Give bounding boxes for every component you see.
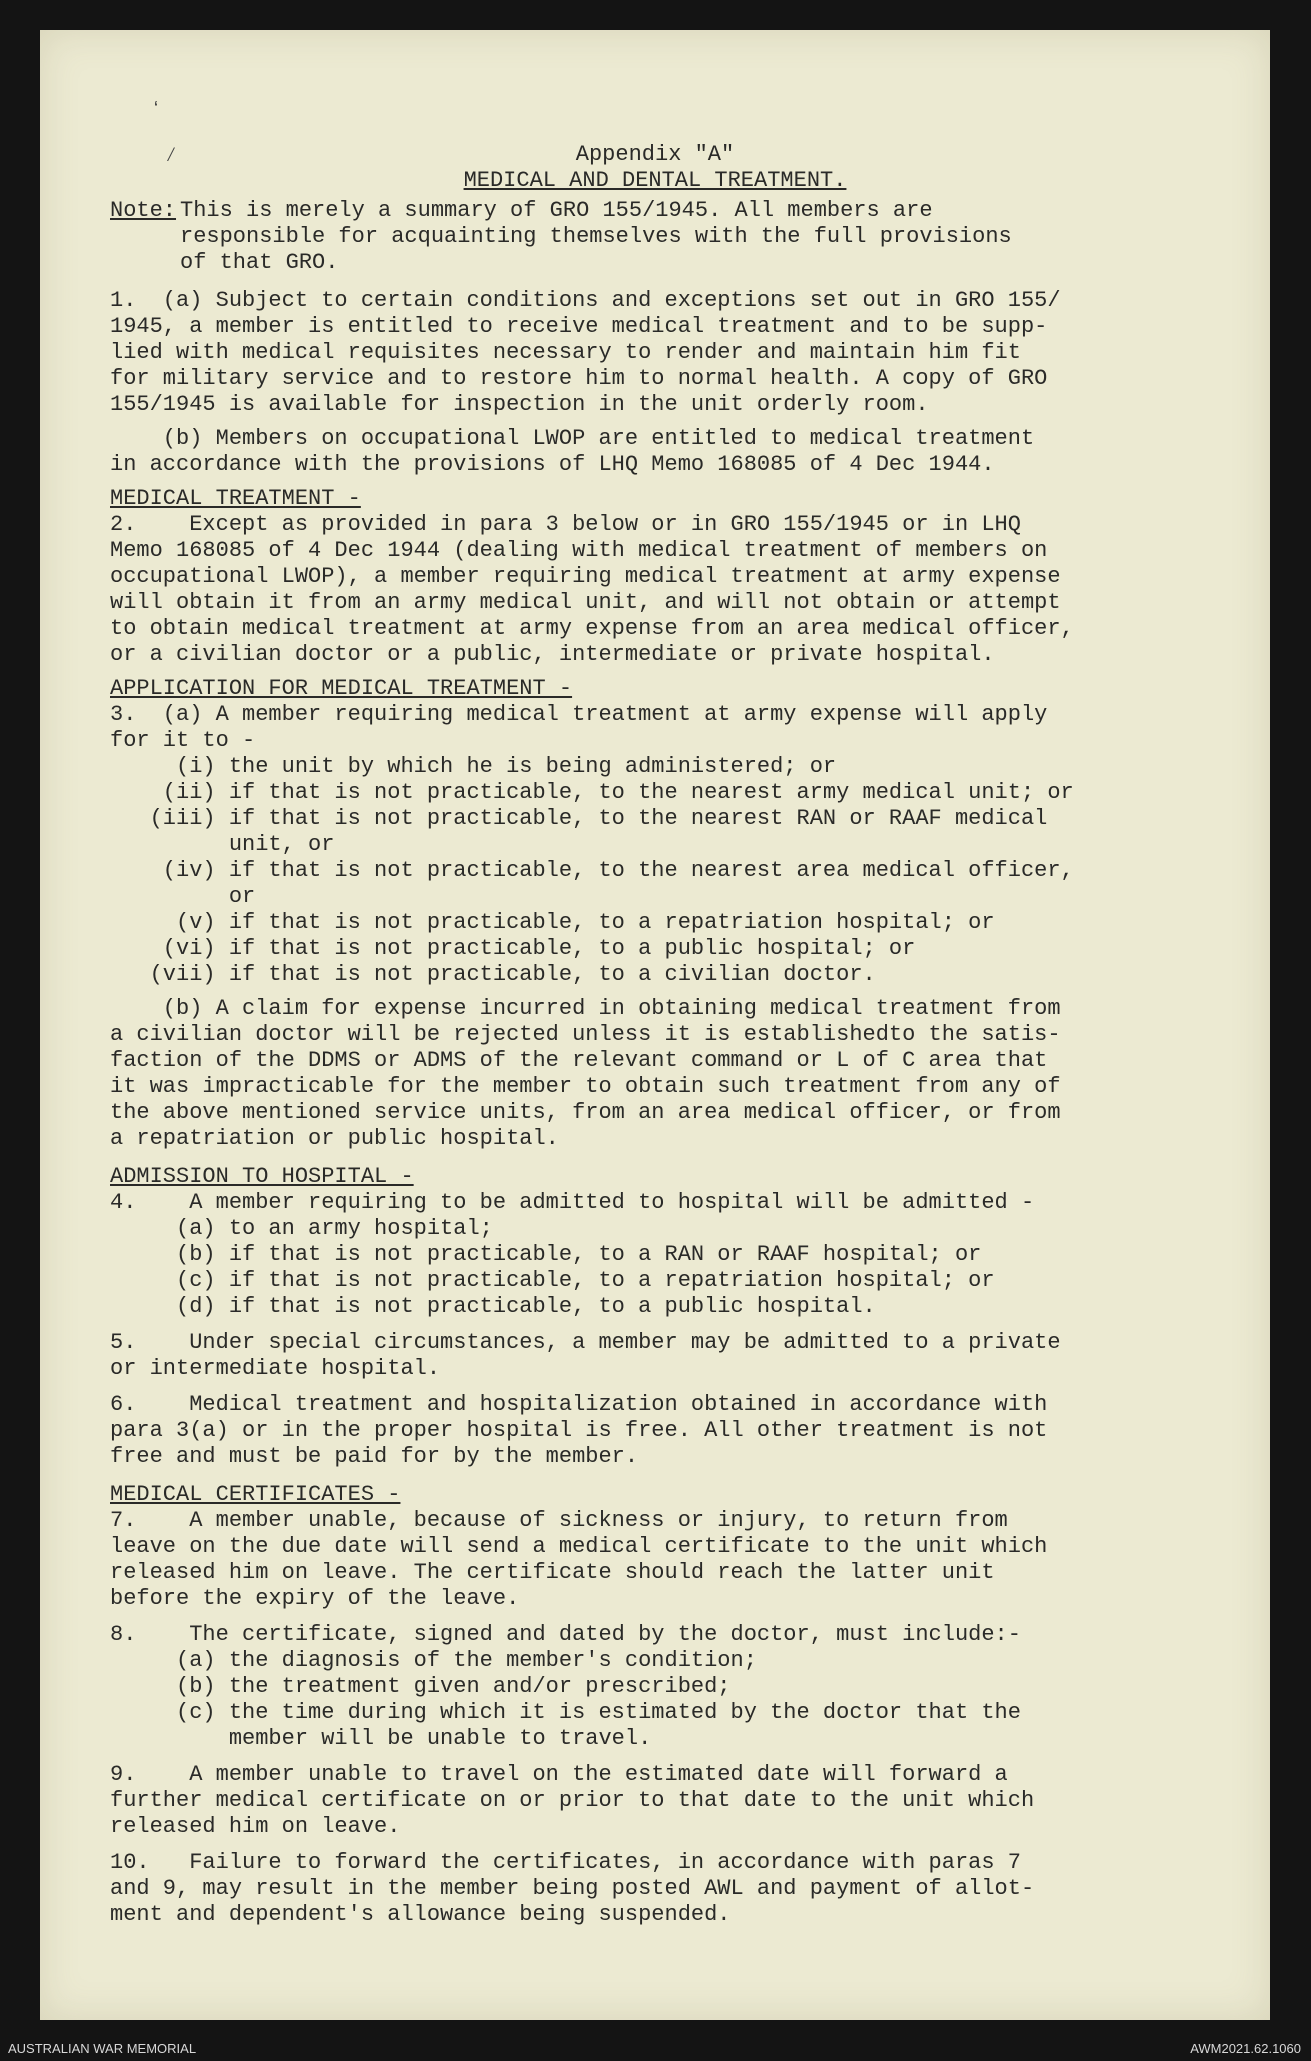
note-line: responsible for acquainting themselves with the full provisions (180, 224, 1012, 249)
archive-name: AUSTRALIAN WAR MEMORIAL (8, 2041, 197, 2056)
para-4-line: (a) to an army hospital; (110, 1216, 493, 1241)
para-10-line: 10. Failure to forward the certificates, in accordance with paras 7 (110, 1850, 1021, 1875)
para-7-line: leave on the due date will send a medical certificate to the unit which (110, 1534, 1048, 1559)
para-3-item: (v) if that is not practicable, to a repatriation hospital; or (110, 910, 995, 935)
para-9-line: 9. A member unable to travel on the estimated date will forward a (110, 1762, 1008, 1787)
para-1a-line: 1. (a) Subject to certain conditions and exceptions set out in GRO 155/ (110, 288, 1061, 313)
archive-footer (0, 2035, 1311, 2061)
para-10-line: ment and dependent's allowance being suspended. (110, 1902, 731, 1927)
document-page (40, 30, 1270, 2020)
para-8-line: (a) the diagnosis of the member's condition; (110, 1648, 757, 1673)
section-heading-medical-treatment: MEDICAL TREATMENT - (110, 486, 361, 511)
section-heading-application: APPLICATION FOR MEDICAL TREATMENT - (110, 676, 573, 701)
para-3b-line: a repatriation or public hospital. (110, 1126, 559, 1151)
para-3-item: (i) the unit by which he is being administered; or (110, 754, 837, 779)
para-1b-line: (b) Members on occupational LWOP are entitled to medical treatment (110, 426, 1035, 451)
para-9-line: released him on leave. (110, 1814, 401, 1839)
para-3-item: unit, or (110, 832, 335, 857)
para-3b-line: faction of the DDMS or ADMS of the relevant command or L of C area that (110, 1048, 1048, 1073)
archive-reference: AWM2021.62.1060 (1190, 2041, 1301, 2056)
para-3b-line: a civilian doctor will be rejected unless it is establishedto the satis- (110, 1022, 1061, 1047)
pencil-mark: ʻ (150, 100, 163, 123)
para-8-line: (c) the time during which it is estimated by the doctor that the (110, 1700, 1021, 1725)
para-3-item: (iii) if that is not practicable, to the nearest RAN or RAAF medical (110, 806, 1048, 831)
para-4-line: (b) if that is not practicable, to a RAN or RAAF hospital; or (110, 1242, 982, 1267)
para-4-line: (d) if that is not practicable, to a public hospital. (110, 1294, 876, 1319)
para-3-item: or (110, 884, 256, 909)
para-3a-line: 3. (a) A member requiring medical treatment at army expense will apply (110, 702, 1048, 727)
section-heading-admission: ADMISSION TO HOSPITAL - (110, 1164, 414, 1189)
para-6-line: para 3(a) or in the proper hospital is free. All other treatment is not (110, 1418, 1048, 1443)
para-9-line: further medical certificate on or prior to that date to the unit which (110, 1788, 1035, 1813)
para-1a-line: for military service and to restore him to normal health. A copy of GRO (110, 366, 1048, 391)
para-1a-line: lied with medical requisites necessary to render and maintain him fit (110, 340, 1021, 365)
para-6-line: 6. Medical treatment and hospitalization obtained in accordance with (110, 1392, 1048, 1417)
para-7-line: 7. A member unable, because of sickness or injury, to return from (110, 1508, 1008, 1533)
para-3-item: (vi) if that is not practicable, to a public hospital; or (110, 936, 916, 961)
para-1b-line: in accordance with the provisions of LHQ Memo 168085 of 4 Dec 1944. (110, 452, 995, 477)
para-5-line: 5. Under special circumstances, a member may be admitted to a private (110, 1330, 1061, 1355)
para-4-line: (c) if that is not practicable, to a repatriation hospital; or (110, 1268, 995, 1293)
para-3-item: (iv) if that is not practicable, to the nearest area medical officer, (110, 858, 1074, 883)
para-1a-line: 1945, a member is entitled to receive medical treatment and to be supp- (110, 314, 1048, 339)
para-7-line: before the expiry of the leave. (110, 1586, 520, 1611)
para-5-line: or intermediate hospital. (110, 1356, 441, 1381)
para-3-item: (vii) if that is not practicable, to a civilian doctor. (110, 962, 876, 987)
para-2-line: Memo 168085 of 4 Dec 1944 (dealing with medical treatment of members on (110, 538, 1048, 563)
para-2-line: 2. Except as provided in para 3 below or in GRO 155/1945 or in LHQ (110, 512, 1021, 537)
section-heading-certificates: MEDICAL CERTIFICATES - (110, 1482, 401, 1507)
para-7-line: released him on leave. The certificate should reach the latter unit (110, 1560, 995, 1585)
para-2-line: occupational LWOP), a member requiring medical treatment at army expense (110, 564, 1061, 589)
para-8-line: member will be unable to travel. (110, 1726, 652, 1751)
document-heading: MEDICAL AND DENTAL TREATMENT. (463, 168, 847, 193)
appendix-title: Appendix "A" (575, 142, 735, 167)
para-3-item: (ii) if that is not practicable, to the nearest army medical unit; or (110, 780, 1074, 805)
note-label: Note: (110, 198, 177, 223)
para-8-line: 8. The certificate, signed and dated by the doctor, must include:- (110, 1622, 1021, 1647)
para-3a-line: for it to - (110, 728, 256, 753)
para-2-line: to obtain medical treatment at army expense from an area medical officer, (110, 616, 1074, 641)
para-2-line: or a civilian doctor or a public, intermediate or private hospital. (110, 642, 995, 667)
para-8-line: (b) the treatment given and/or prescribed; (110, 1674, 731, 1699)
para-2-line: will obtain it from an army medical unit, and will not obtain or attempt (110, 590, 1061, 615)
para-10-line: and 9, may result in the member being posted AWL and payment of allot- (110, 1876, 1035, 1901)
note-line: This is merely a summary of GRO 155/1945. All members are (180, 198, 933, 223)
para-4-line: 4. A member requiring to be admitted to hospital will be admitted - (110, 1190, 1035, 1215)
pencil-mark: ⁄ (165, 145, 178, 168)
para-3b-line: the above mentioned service units, from an area medical officer, or from (110, 1100, 1061, 1125)
para-6-line: free and must be paid for by the member. (110, 1444, 639, 1469)
para-3b-line: it was impracticable for the member to obtain such treatment from any of (110, 1074, 1061, 1099)
note-line: of that GRO. (180, 250, 339, 275)
para-1a-line: 155/1945 is available for inspection in the unit orderly room. (110, 392, 929, 417)
para-3b-line: (b) A claim for expense incurred in obtaining medical treatment from (110, 996, 1061, 1021)
